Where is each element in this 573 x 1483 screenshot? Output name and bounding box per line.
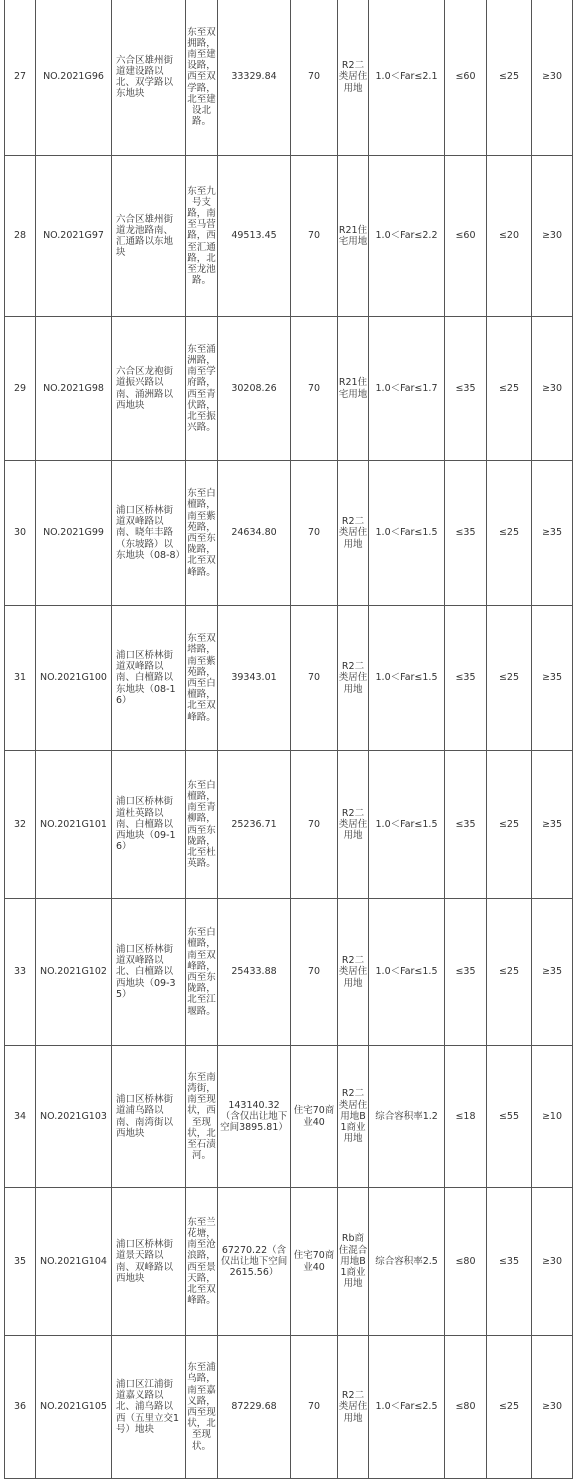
cell-area: 67270.22（含仅出让地下空间2615.56） bbox=[218, 1188, 291, 1336]
table-row bbox=[5, 751, 573, 899]
cell-no: 35 bbox=[5, 1188, 36, 1336]
cell-area: 30208.26 bbox=[218, 317, 291, 461]
cell-height: ≤25 bbox=[487, 899, 532, 1046]
cell-far: 1.0＜Far≤1.5 bbox=[369, 461, 445, 606]
cell-area: 33329.84 bbox=[218, 0, 291, 156]
cell-density: ≤80 bbox=[445, 1336, 487, 1479]
cell-boundary: 东至兰花塘，南至沧浪路，西至景天路，北至双峰路。 bbox=[186, 1188, 218, 1336]
cell-density: ≤35 bbox=[445, 751, 487, 899]
cell-height: ≤25 bbox=[487, 606, 532, 751]
cell-land-use: R2二类居住用地 bbox=[338, 751, 369, 899]
cell-location: 浦口区桥林街道杜英路以南、白檀路以西地块（09-16） bbox=[112, 751, 186, 899]
cell-height: ≤20 bbox=[487, 156, 532, 317]
cell-land-use: R21住宅用地 bbox=[338, 156, 369, 317]
cell-term: 70 bbox=[291, 461, 338, 606]
cell-parcel-code: NO.2021G102 bbox=[36, 899, 112, 1046]
cell-land-use: R2二类居住用地 bbox=[338, 461, 369, 606]
cell-no: 32 bbox=[5, 751, 36, 899]
cell-land-use: Rb商住混合用地B1商业用地 bbox=[338, 1188, 369, 1336]
cell-land-use: R2二类居住用地 bbox=[338, 606, 369, 751]
cell-area: 39343.01 bbox=[218, 606, 291, 751]
cell-density: ≤35 bbox=[445, 899, 487, 1046]
cell-parcel-code: NO.2021G104 bbox=[36, 1188, 112, 1336]
cell-green-rate: ≥30 bbox=[532, 317, 573, 461]
cell-green-rate: ≥10 bbox=[532, 1046, 573, 1188]
table-row bbox=[5, 1046, 573, 1188]
cell-land-use: R21住宅用地 bbox=[338, 317, 369, 461]
cell-boundary: 东至南湾街，南至现状，西至现状，北至石渍河。 bbox=[186, 1046, 218, 1188]
cell-no: 36 bbox=[5, 1336, 36, 1479]
cell-term: 70 bbox=[291, 606, 338, 751]
cell-green-rate: ≥30 bbox=[532, 1336, 573, 1479]
cell-no: 33 bbox=[5, 899, 36, 1046]
cell-term: 70 bbox=[291, 751, 338, 899]
cell-far: 1.0＜Far≤2.2 bbox=[369, 156, 445, 317]
cell-far: 1.0＜Far≤1.5 bbox=[369, 899, 445, 1046]
cell-no: 34 bbox=[5, 1046, 36, 1188]
table-row bbox=[5, 156, 573, 317]
cell-far: 1.0＜Far≤2.1 bbox=[369, 0, 445, 156]
cell-boundary: 东至双塔路，南至紫苑路，西至白檀路，北至双峰路。 bbox=[186, 606, 218, 751]
cell-term: 70 bbox=[291, 1336, 338, 1479]
cell-area: 87229.68 bbox=[218, 1336, 291, 1479]
cell-location: 六合区雄州街道龙池路南、汇通路以东地块 bbox=[112, 156, 186, 317]
cell-density: ≤80 bbox=[445, 1188, 487, 1336]
cell-density: ≤35 bbox=[445, 606, 487, 751]
cell-density: ≤35 bbox=[445, 461, 487, 606]
cell-no: 27 bbox=[5, 0, 36, 156]
cell-green-rate: ≥30 bbox=[532, 156, 573, 317]
cell-far: 综合容积率1.2 bbox=[369, 1046, 445, 1188]
cell-far: 综合容积率2.5 bbox=[369, 1188, 445, 1336]
cell-location: 浦口区江浦街道嘉义路以北、浦乌路以西（五里立交1号）地块 bbox=[112, 1336, 186, 1479]
table-row bbox=[5, 317, 573, 461]
cell-area: 25433.88 bbox=[218, 899, 291, 1046]
cell-height: ≤25 bbox=[487, 1336, 532, 1479]
cell-land-use: R2二类居住用地 bbox=[338, 0, 369, 156]
cell-parcel-code: NO.2021G101 bbox=[36, 751, 112, 899]
cell-parcel-code: NO.2021G103 bbox=[36, 1046, 112, 1188]
cell-density: ≤60 bbox=[445, 156, 487, 317]
cell-parcel-code: NO.2021G99 bbox=[36, 461, 112, 606]
cell-area: 49513.45 bbox=[218, 156, 291, 317]
cell-boundary: 东至九号支路，南至马营路，西至汇通路，北至龙池路。 bbox=[186, 156, 218, 317]
cell-location: 六合区龙袍街道振兴路以南、涌洲路以西地块 bbox=[112, 317, 186, 461]
cell-height: ≤25 bbox=[487, 461, 532, 606]
cell-area: 24634.80 bbox=[218, 461, 291, 606]
cell-location: 浦口区桥林街道双峰路以北、白檀路以西地块（09-35） bbox=[112, 899, 186, 1046]
cell-far: 1.0＜Far≤1.5 bbox=[369, 606, 445, 751]
cell-green-rate: ≥30 bbox=[532, 0, 573, 156]
cell-density: ≤18 bbox=[445, 1046, 487, 1188]
cell-boundary: 东至双拥路，南至建设路，西至双学路，北至建设北路。 bbox=[186, 0, 218, 156]
cell-far: 1.0＜Far≤2.5 bbox=[369, 1336, 445, 1479]
cell-far: 1.0＜Far≤1.7 bbox=[369, 317, 445, 461]
cell-density: ≤60 bbox=[445, 0, 487, 156]
cell-term: 70 bbox=[291, 156, 338, 317]
cell-green-rate: ≥35 bbox=[532, 461, 573, 606]
table-row bbox=[5, 606, 573, 751]
cell-location: 浦口区桥林街道双峰路以南、晓年丰路（东坡路）以东地块（08-8） bbox=[112, 461, 186, 606]
cell-parcel-code: NO.2021G98 bbox=[36, 317, 112, 461]
cell-height: ≤25 bbox=[487, 0, 532, 156]
cell-term: 70 bbox=[291, 899, 338, 1046]
cell-density: ≤35 bbox=[445, 317, 487, 461]
cell-no: 29 bbox=[5, 317, 36, 461]
table-row bbox=[5, 1336, 573, 1479]
cell-land-use: R2二类居住用地B1商业用地 bbox=[338, 1046, 369, 1188]
cell-term: 70 bbox=[291, 317, 338, 461]
cell-location: 浦口区桥林街道双峰路以南、白檀路以东地块（08-16） bbox=[112, 606, 186, 751]
cell-location: 浦口区桥林街道浦乌路以南、南湾街以西地块 bbox=[112, 1046, 186, 1188]
cell-height: ≤55 bbox=[487, 1046, 532, 1188]
cell-boundary: 东至涌洲路，南至学府路，西至青伏路，北至振兴路。 bbox=[186, 317, 218, 461]
cell-term: 70 bbox=[291, 0, 338, 156]
cell-green-rate: ≥35 bbox=[532, 606, 573, 751]
table-row bbox=[5, 1188, 573, 1336]
cell-parcel-code: NO.2021G100 bbox=[36, 606, 112, 751]
cell-boundary: 东至白檀路，南至双峰路，西至东陇路，北至江堰路。 bbox=[186, 899, 218, 1046]
cell-height: ≤35 bbox=[487, 1188, 532, 1336]
cell-area: 25236.71 bbox=[218, 751, 291, 899]
cell-height: ≤25 bbox=[487, 751, 532, 899]
land-parcel-table bbox=[4, 0, 573, 1479]
cell-green-rate: ≥35 bbox=[532, 751, 573, 899]
cell-term: 住宅70商业40 bbox=[291, 1188, 338, 1336]
cell-boundary: 东至浦乌路，南至嘉义路，西至现状，北至现状。 bbox=[186, 1336, 218, 1479]
cell-green-rate: ≥35 bbox=[532, 899, 573, 1046]
cell-parcel-code: NO.2021G97 bbox=[36, 156, 112, 317]
cell-location: 六合区雄州街道建设路以北、双学路以东地块 bbox=[112, 0, 186, 156]
cell-area: 143140.32（含仅出让地下空间3895.81） bbox=[218, 1046, 291, 1188]
cell-parcel-code: NO.2021G105 bbox=[36, 1336, 112, 1479]
cell-parcel-code: NO.2021G96 bbox=[36, 0, 112, 156]
cell-land-use: R2二类居住用地 bbox=[338, 899, 369, 1046]
cell-location: 浦口区桥林街道景天路以南、双峰路以西地块 bbox=[112, 1188, 186, 1336]
table-row bbox=[5, 461, 573, 606]
cell-land-use: R2二类居住用地 bbox=[338, 1336, 369, 1479]
cell-green-rate: ≥30 bbox=[532, 1188, 573, 1336]
cell-term: 住宅70商业40 bbox=[291, 1046, 338, 1188]
cell-no: 30 bbox=[5, 461, 36, 606]
cell-boundary: 东至白檀路，南至青柳路，西至东陇路，北至杜英路。 bbox=[186, 751, 218, 899]
table-row bbox=[5, 899, 573, 1046]
table-body bbox=[5, 0, 573, 1479]
cell-no: 31 bbox=[5, 606, 36, 751]
cell-no: 28 bbox=[5, 156, 36, 317]
cell-boundary: 东至白檀路，南至紫苑路，西至东陇路，北至双峰路。 bbox=[186, 461, 218, 606]
cell-height: ≤25 bbox=[487, 317, 532, 461]
cell-far: 1.0＜Far≤1.5 bbox=[369, 751, 445, 899]
table-row bbox=[5, 0, 573, 156]
